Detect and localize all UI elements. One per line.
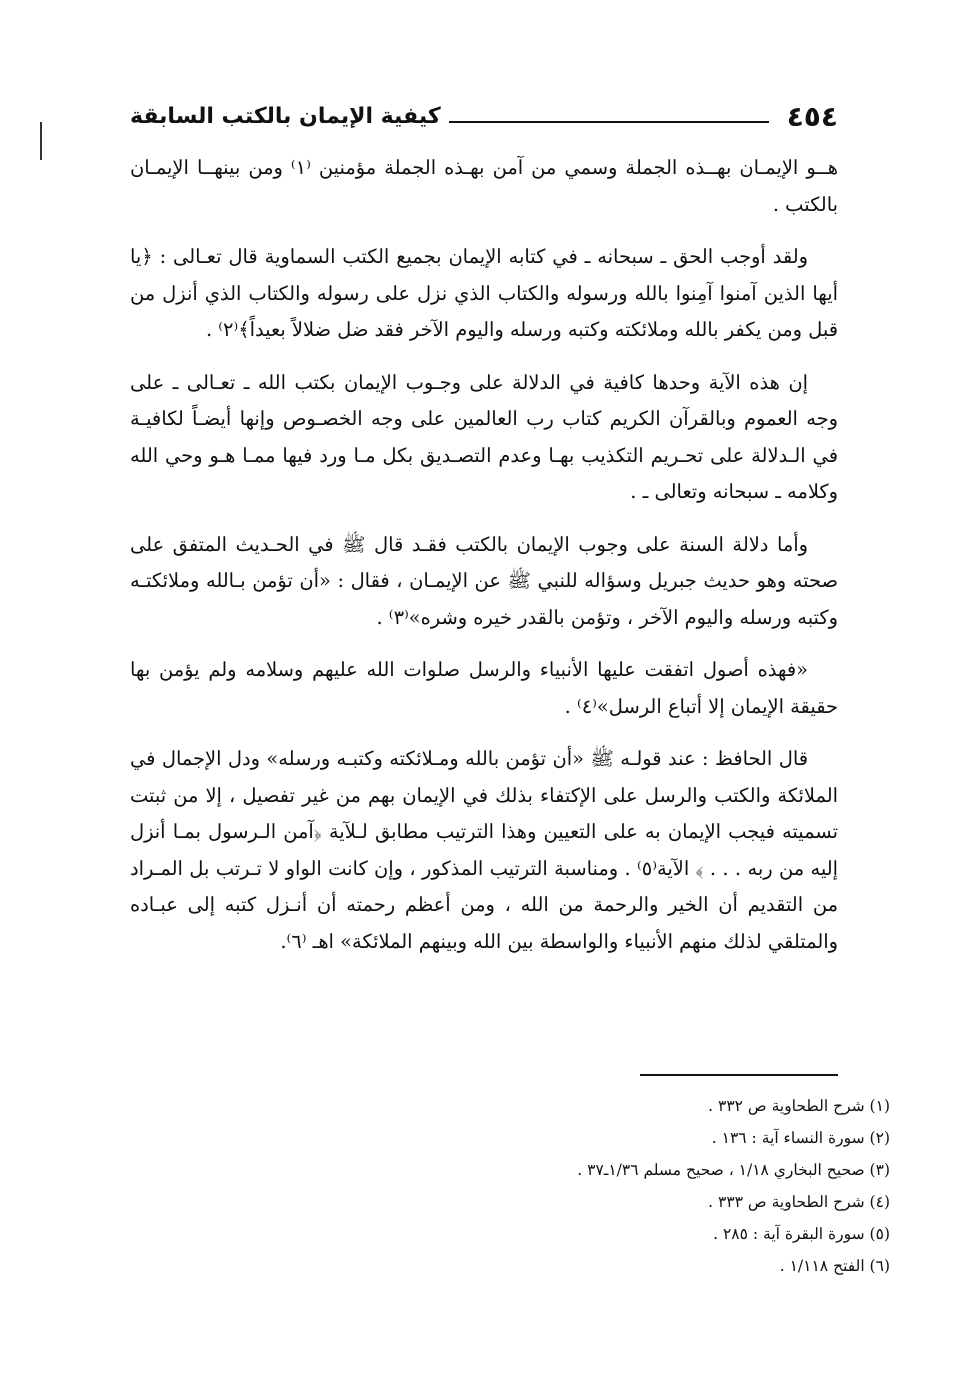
page-number: ٤٥٤ bbox=[786, 99, 838, 133]
footnote: (٣) صحيح البخاري ١/١٨ ، صحيح مسلم ١/٣٦ـ٣٧ . bbox=[577, 1161, 890, 1179]
running-title: كيفية الإيمان بالكتب السابقة bbox=[130, 103, 441, 129]
paragraph: «فهذه أصول اتفقت عليها الأنبياء والرسل صلوات الله عليهم وسلامه ولم يؤمن بها حقيقة الإيمان إلا أتباع الرسل»⁽٤⁾ . bbox=[130, 658, 838, 718]
main-text bbox=[130, 150, 838, 976]
page-header bbox=[130, 96, 838, 136]
footnote-rule bbox=[640, 1074, 838, 1076]
paragraph: ولقد أوجب الحق ـ سبحانه ـ في كتابه الإيمان بجميع الكتب السماوية قال تعـالى : ﴿يا أيها الذين آمنوا آمِنوا بالله ورسوله والكتاب الذي نزل على رسوله والكتاب الذي أنزل من قبل ومن يكفر بالله وملائكته وكتبه ورسله واليوم الآخر فقد ضل ضلالاً بعيداً﴾⁽٢⁾ . bbox=[130, 245, 838, 341]
footnote: (٤) شرح الطحاوية ص ٣٣٣ . bbox=[708, 1193, 890, 1211]
margin-mark bbox=[40, 122, 42, 160]
header-rule bbox=[449, 121, 769, 123]
footnote: (١) شرح الطحاوية ص ٣٣٢ . bbox=[708, 1097, 890, 1115]
footnote: (٢) سورة النساء آية : ١٣٦ . bbox=[711, 1129, 890, 1147]
paragraph: هــو الإيمـان بهــذه الجملة وسمي من آمن بهـذه الجملة مؤمنين ⁽١⁾ ومن بينهــا الإيمـان بالكتب . bbox=[130, 156, 838, 216]
paragraph: وأما دلالة السنة على وجوب الإيمان بالكتب فقـد قال ﷺ في الحـديث المتفق على صحته وهو حديث جبريل وسؤاله للنبي ﷺ عن الإيمـان ، فقال : «أن تؤمن بـالله وملائكتـه وكتبه ورسله واليوم الآخر ، وتؤمن بالقدر خيره وشره»⁽٣⁾ . bbox=[130, 532, 838, 629]
footnote: (٦) الفتح ١/١١٨ . bbox=[779, 1257, 890, 1275]
paragraph: قال الحافظ : عند قولـه ﷺ «أن تؤمن بالله ومـلائكته وكتبـه ورسله» ودل الإجمال في الملائكة والكتب والرسل على الإكتفاء بذلك في الإيمان بهم من غير تفصيل ، إلا من ثبتت تسميته فيجب الإيمان به على التعيين وهذا الترتيب مطابق لـلآية ﴿آمن الـرسول بمـا أنزل إليه من ربه . . . ﴾ الآية⁽٥⁾ . ومناسبة الترتيب المذكور ، وإن كانت الواو لا تـرتب بل المـراد من التقديم أن الخير والرحمة من الله ، ومن أعظم رحمته أن أنـزل كتبه إلى عبـاده والمتلقي لذلك منهم الأنبياء والواسطة بين الله وبينهم الملائكة» اهـ ⁽٦⁾. bbox=[130, 747, 838, 953]
footnotes bbox=[300, 1090, 890, 1282]
footnote: (٥) سورة البقرة آية : ٢٨٥ . bbox=[713, 1225, 890, 1243]
paragraph: إن هذه الآية وحدها كافية في الدلالة على وجـوب الإيمان بكتب الله ـ تعـالى ـ على وجه العموم وبالقرآن الكريم كتاب رب العالمين على وجه الخصـوص وإنها أيضـاً لكافيـة في الـدلالة على تحـريم التكذيب بهـا وعدم التصـديق بكل مـا ورد فيها ممـا هـو وحي الله وكلامه ـ سبحانه وتعالى ـ . bbox=[130, 370, 838, 503]
